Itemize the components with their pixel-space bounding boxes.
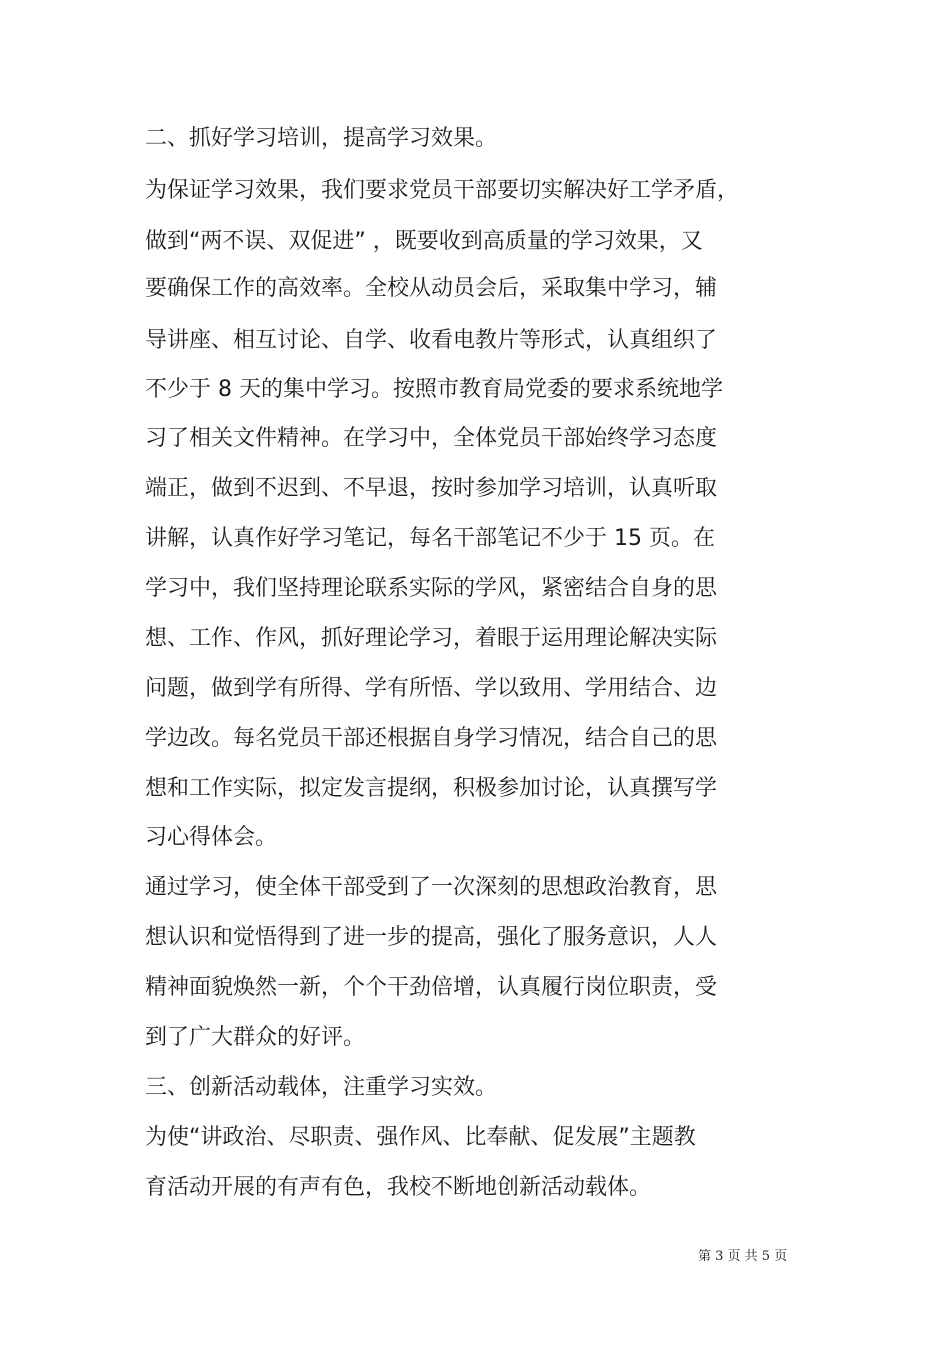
- paragraph-line: 问题，做到学有所得、学有所悟、学以致用、学用结合、边: [145, 676, 718, 701]
- paragraph-line: 通过学习，使全体干部受到了一次深刻的思想政治教育，思: [145, 875, 718, 900]
- paragraph-line: 学习中，我们坚持理论联系实际的学风，紧密结合自身的思: [145, 576, 718, 601]
- paragraph-line: 做到“两不误、双促进” ，既要收到高质量的学习效果，又: [145, 229, 703, 254]
- paragraph-line: 为保证学习效果，我们要求党员干部要切实解决好工学矛盾，: [145, 178, 740, 203]
- paragraph-line: 想和工作实际，拟定发言提纲，积极参加讨论，认真撰写学: [145, 776, 718, 801]
- page-number-footer: 第 3 页 共 5 页: [698, 1249, 788, 1264]
- paragraph-line: 导讲座、相互讨论、自学、收看电教片等形式，认真组织了: [145, 328, 718, 353]
- paragraph-line: 为使“讲政治、尽职责、强作风、比奉献、促发展”主题教: [145, 1125, 696, 1150]
- paragraph-line: 到了广大群众的好评。: [145, 1025, 366, 1050]
- paragraph-line: 育活动开展的有声有色，我校不断地创新活动载体。: [145, 1175, 652, 1200]
- paragraph-line: 想认识和觉悟得到了进一步的提高，强化了服务意识，人人: [145, 925, 718, 950]
- paragraph-line: 想、工作、作风，抓好理论学习，着眼于运用理论解决实际: [145, 626, 718, 651]
- section-heading-2: 二、抓好学习培训，提高学习效果。: [145, 126, 498, 151]
- section-heading-3: 三、创新活动载体，注重学习实效。: [145, 1075, 498, 1100]
- paragraph-line: 学边改。每名党员干部还根据自身学习情况，结合自己的思: [145, 726, 718, 751]
- paragraph-line: 不少于 8 天的集中学习。按照市教育局党委的要求系统地学: [145, 377, 723, 402]
- paragraph-line: 精神面貌焕然一新，个个干劲倍增，认真履行岗位职责，受: [145, 975, 718, 1000]
- paragraph-line: 端正，做到不迟到、不早退，按时参加学习培训，认真听取: [145, 476, 718, 501]
- paragraph-line: 要确保工作的高效率。全校从动员会后，采取集中学习，辅: [145, 276, 718, 301]
- paragraph-line: 讲解，认真作好学习笔记，每名干部笔记不少于 15 页。在: [145, 526, 715, 551]
- paragraph-line: 习了相关文件精神。在学习中，全体党员干部始终学习态度: [145, 426, 718, 451]
- paragraph-line: 习心得体会。: [145, 825, 278, 850]
